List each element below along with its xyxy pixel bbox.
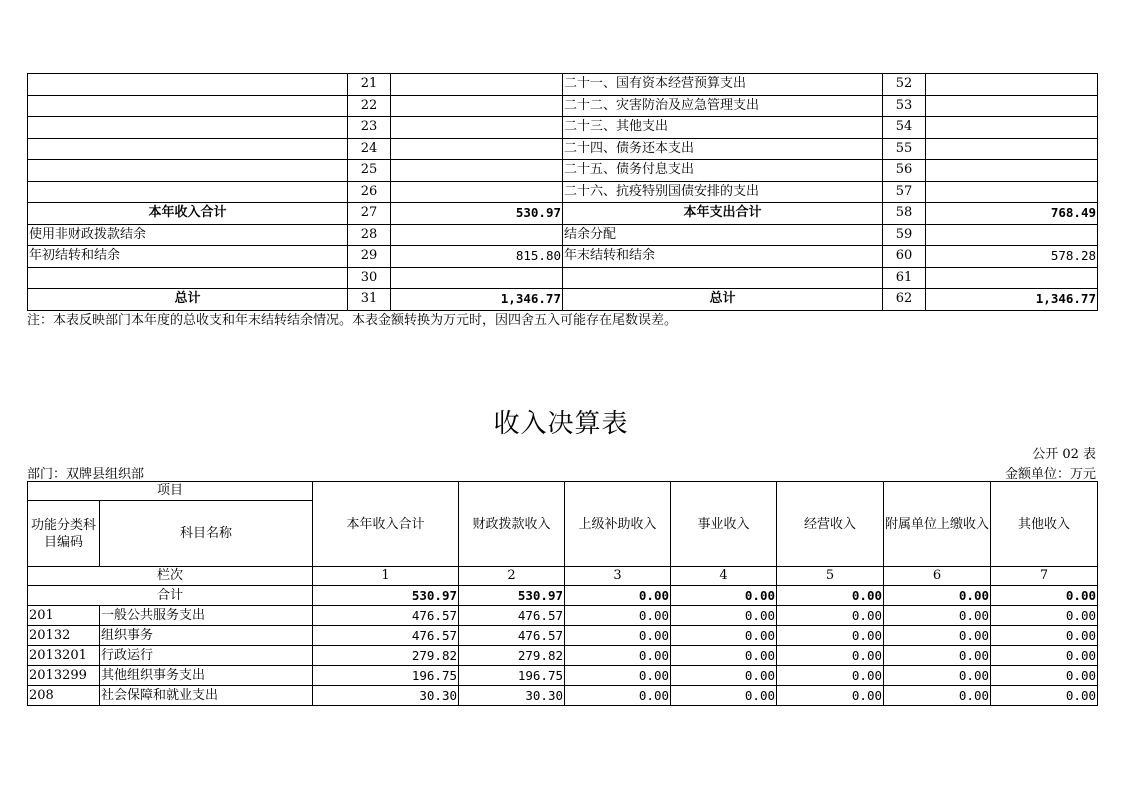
subject-name: 组织事务 [100, 626, 313, 646]
subject-code: 2013201 [28, 646, 100, 666]
table-row [28, 626, 1098, 646]
amount-cell: 0.00 [777, 666, 884, 686]
total-value: 0.00 [777, 586, 884, 606]
right-amount [926, 74, 1098, 96]
amount-cell: 0.00 [991, 606, 1098, 626]
left-line-no: 28 [348, 224, 391, 246]
right-label: 年末结转和结余 [563, 246, 883, 268]
right-line-no: 53 [883, 95, 926, 117]
income-table-body [28, 586, 1098, 706]
amount-cell: 0.00 [777, 646, 884, 666]
table-row [28, 117, 1098, 139]
table-row [28, 686, 1098, 706]
header-col-7: 其他收入 [991, 482, 1098, 567]
right-line-no: 55 [883, 138, 926, 160]
right-line-no: 57 [883, 181, 926, 203]
left-line-no: 30 [348, 267, 391, 289]
right-label: 二十五、债务付息支出 [563, 160, 883, 182]
amount-cell: 196.75 [459, 666, 565, 686]
amount-cell: 0.00 [777, 606, 884, 626]
left-line-no: 29 [348, 246, 391, 268]
left-label: 本年收入合计 [28, 203, 348, 225]
left-label: 总计 [28, 289, 348, 311]
right-amount [926, 160, 1098, 182]
right-line-no: 56 [883, 160, 926, 182]
amount-cell: 0.00 [991, 646, 1098, 666]
right-label [563, 267, 883, 289]
col-index-5: 5 [777, 567, 884, 586]
table-note: 注：本表反映部门本年度的总收支和年末结转结余情况。本表金额转换为万元时，因四舍五入可能存在尾数误差。 [27, 313, 678, 328]
amount-unit-label: 金额单位：万元 [1004, 467, 1096, 482]
table-row [28, 666, 1098, 686]
left-amount [391, 181, 563, 203]
page-title: 收入决算表 [493, 409, 629, 439]
total-value: 0.00 [991, 586, 1098, 606]
total-row [28, 586, 1098, 606]
total-value: 0.00 [565, 586, 671, 606]
right-amount [926, 117, 1098, 139]
amount-cell: 30.30 [459, 686, 565, 706]
form-number: 公开 02 表 [1032, 447, 1096, 462]
col-index-label: 栏次 [28, 567, 313, 586]
right-label: 总计 [563, 289, 883, 311]
total-value: 0.00 [671, 586, 777, 606]
col-index-7: 7 [991, 567, 1098, 586]
total-value: 530.97 [313, 586, 459, 606]
table-row [28, 138, 1098, 160]
amount-cell: 0.00 [671, 606, 777, 626]
right-amount [926, 181, 1098, 203]
right-line-no: 54 [883, 117, 926, 139]
left-line-no: 25 [348, 160, 391, 182]
amount-cell: 0.00 [777, 686, 884, 706]
summary-table [27, 73, 1098, 311]
amount-cell: 476.57 [313, 606, 459, 626]
left-amount: 1,346.77 [391, 289, 563, 311]
header-col-4: 事业收入 [671, 482, 777, 567]
left-label: 年初结转和结余 [28, 246, 348, 268]
left-label [28, 74, 348, 96]
header-col-3: 上级补助收入 [565, 482, 671, 567]
amount-cell: 196.75 [313, 666, 459, 686]
right-line-no: 61 [883, 267, 926, 289]
header-col-5: 经营收入 [777, 482, 884, 567]
left-label [28, 181, 348, 203]
right-amount: 578.28 [926, 246, 1098, 268]
col-index-4: 4 [671, 567, 777, 586]
amount-cell: 0.00 [671, 646, 777, 666]
right-amount [926, 138, 1098, 160]
amount-cell: 0.00 [777, 626, 884, 646]
left-amount: 815.80 [391, 246, 563, 268]
summary-table-body [28, 74, 1098, 311]
amount-cell: 476.57 [459, 606, 565, 626]
total-value: 530.97 [459, 586, 565, 606]
left-amount [391, 160, 563, 182]
left-label [28, 138, 348, 160]
table-row [28, 74, 1098, 96]
left-label [28, 160, 348, 182]
left-amount [391, 138, 563, 160]
amount-cell: 0.00 [565, 626, 671, 646]
header-col-1: 本年收入合计 [313, 482, 459, 567]
right-amount [926, 267, 1098, 289]
amount-cell: 0.00 [991, 686, 1098, 706]
left-label: 使用非财政拨款结余 [28, 224, 348, 246]
left-line-no: 27 [348, 203, 391, 225]
right-amount: 768.49 [926, 203, 1098, 225]
table-row [28, 224, 1098, 246]
header-col-6: 附属单位上缴收入 [884, 482, 991, 567]
col-index-6: 6 [884, 567, 991, 586]
income-table [27, 481, 1098, 706]
table-row [28, 289, 1098, 311]
subject-code: 208 [28, 686, 100, 706]
header-code: 功能分类科目编码 [28, 501, 100, 567]
amount-cell: 279.82 [459, 646, 565, 666]
amount-cell: 476.57 [459, 626, 565, 646]
subject-code: 201 [28, 606, 100, 626]
right-amount [926, 224, 1098, 246]
amount-cell: 0.00 [671, 666, 777, 686]
amount-cell: 476.57 [313, 626, 459, 646]
table-row [28, 203, 1098, 225]
amount-cell: 0.00 [884, 606, 991, 626]
left-amount [391, 224, 563, 246]
table-row [28, 160, 1098, 182]
left-amount [391, 74, 563, 96]
right-line-no: 59 [883, 224, 926, 246]
right-label: 二十三、其他支出 [563, 117, 883, 139]
header-name: 科目名称 [100, 501, 313, 567]
subject-name: 行政运行 [100, 646, 313, 666]
department-label: 部门：双牌县组织部 [27, 467, 145, 482]
right-line-no: 62 [883, 289, 926, 311]
left-line-no: 21 [348, 74, 391, 96]
col-index-3: 3 [565, 567, 671, 586]
subject-name: 社会保障和就业支出 [100, 686, 313, 706]
amount-cell: 0.00 [671, 686, 777, 706]
amount-cell: 0.00 [565, 686, 671, 706]
amount-cell: 0.00 [884, 666, 991, 686]
amount-cell: 0.00 [884, 686, 991, 706]
right-label: 二十四、债务还本支出 [563, 138, 883, 160]
header-item: 项目 [28, 482, 313, 501]
left-amount: 530.97 [391, 203, 563, 225]
right-label: 二十六、抗疫特别国债安排的支出 [563, 181, 883, 203]
left-amount [391, 117, 563, 139]
subject-code: 2013299 [28, 666, 100, 686]
left-label [28, 117, 348, 139]
total-label: 合计 [28, 586, 313, 606]
table-row [28, 646, 1098, 666]
right-label: 本年支出合计 [563, 203, 883, 225]
amount-cell: 0.00 [671, 626, 777, 646]
right-label: 结余分配 [563, 224, 883, 246]
table-row [28, 95, 1098, 117]
amount-cell: 30.30 [313, 686, 459, 706]
right-label: 二十一、国有资本经营预算支出 [563, 74, 883, 96]
amount-cell: 0.00 [884, 626, 991, 646]
right-amount [926, 95, 1098, 117]
left-label [28, 267, 348, 289]
left-line-no: 23 [348, 117, 391, 139]
subject-code: 20132 [28, 626, 100, 646]
subject-name: 其他组织事务支出 [100, 666, 313, 686]
right-line-no: 52 [883, 74, 926, 96]
col-index-2: 2 [459, 567, 565, 586]
table-row [28, 606, 1098, 626]
total-value: 0.00 [884, 586, 991, 606]
left-line-no: 24 [348, 138, 391, 160]
amount-cell: 0.00 [884, 646, 991, 666]
table-row [28, 267, 1098, 289]
right-amount: 1,346.77 [926, 289, 1098, 311]
amount-cell: 279.82 [313, 646, 459, 666]
col-index-1: 1 [313, 567, 459, 586]
table-row [28, 181, 1098, 203]
left-line-no: 26 [348, 181, 391, 203]
right-line-no: 60 [883, 246, 926, 268]
amount-cell: 0.00 [991, 626, 1098, 646]
amount-cell: 0.00 [565, 666, 671, 686]
amount-cell: 0.00 [565, 646, 671, 666]
left-amount [391, 95, 563, 117]
left-label [28, 95, 348, 117]
right-label: 二十二、灾害防治及应急管理支出 [563, 95, 883, 117]
right-line-no: 58 [883, 203, 926, 225]
amount-cell: 0.00 [565, 606, 671, 626]
header-col-2: 财政拨款收入 [459, 482, 565, 567]
amount-cell: 0.00 [991, 666, 1098, 686]
subject-name: 一般公共服务支出 [100, 606, 313, 626]
left-line-no: 22 [348, 95, 391, 117]
left-line-no: 31 [348, 289, 391, 311]
table-row [28, 246, 1098, 268]
left-amount [391, 267, 563, 289]
